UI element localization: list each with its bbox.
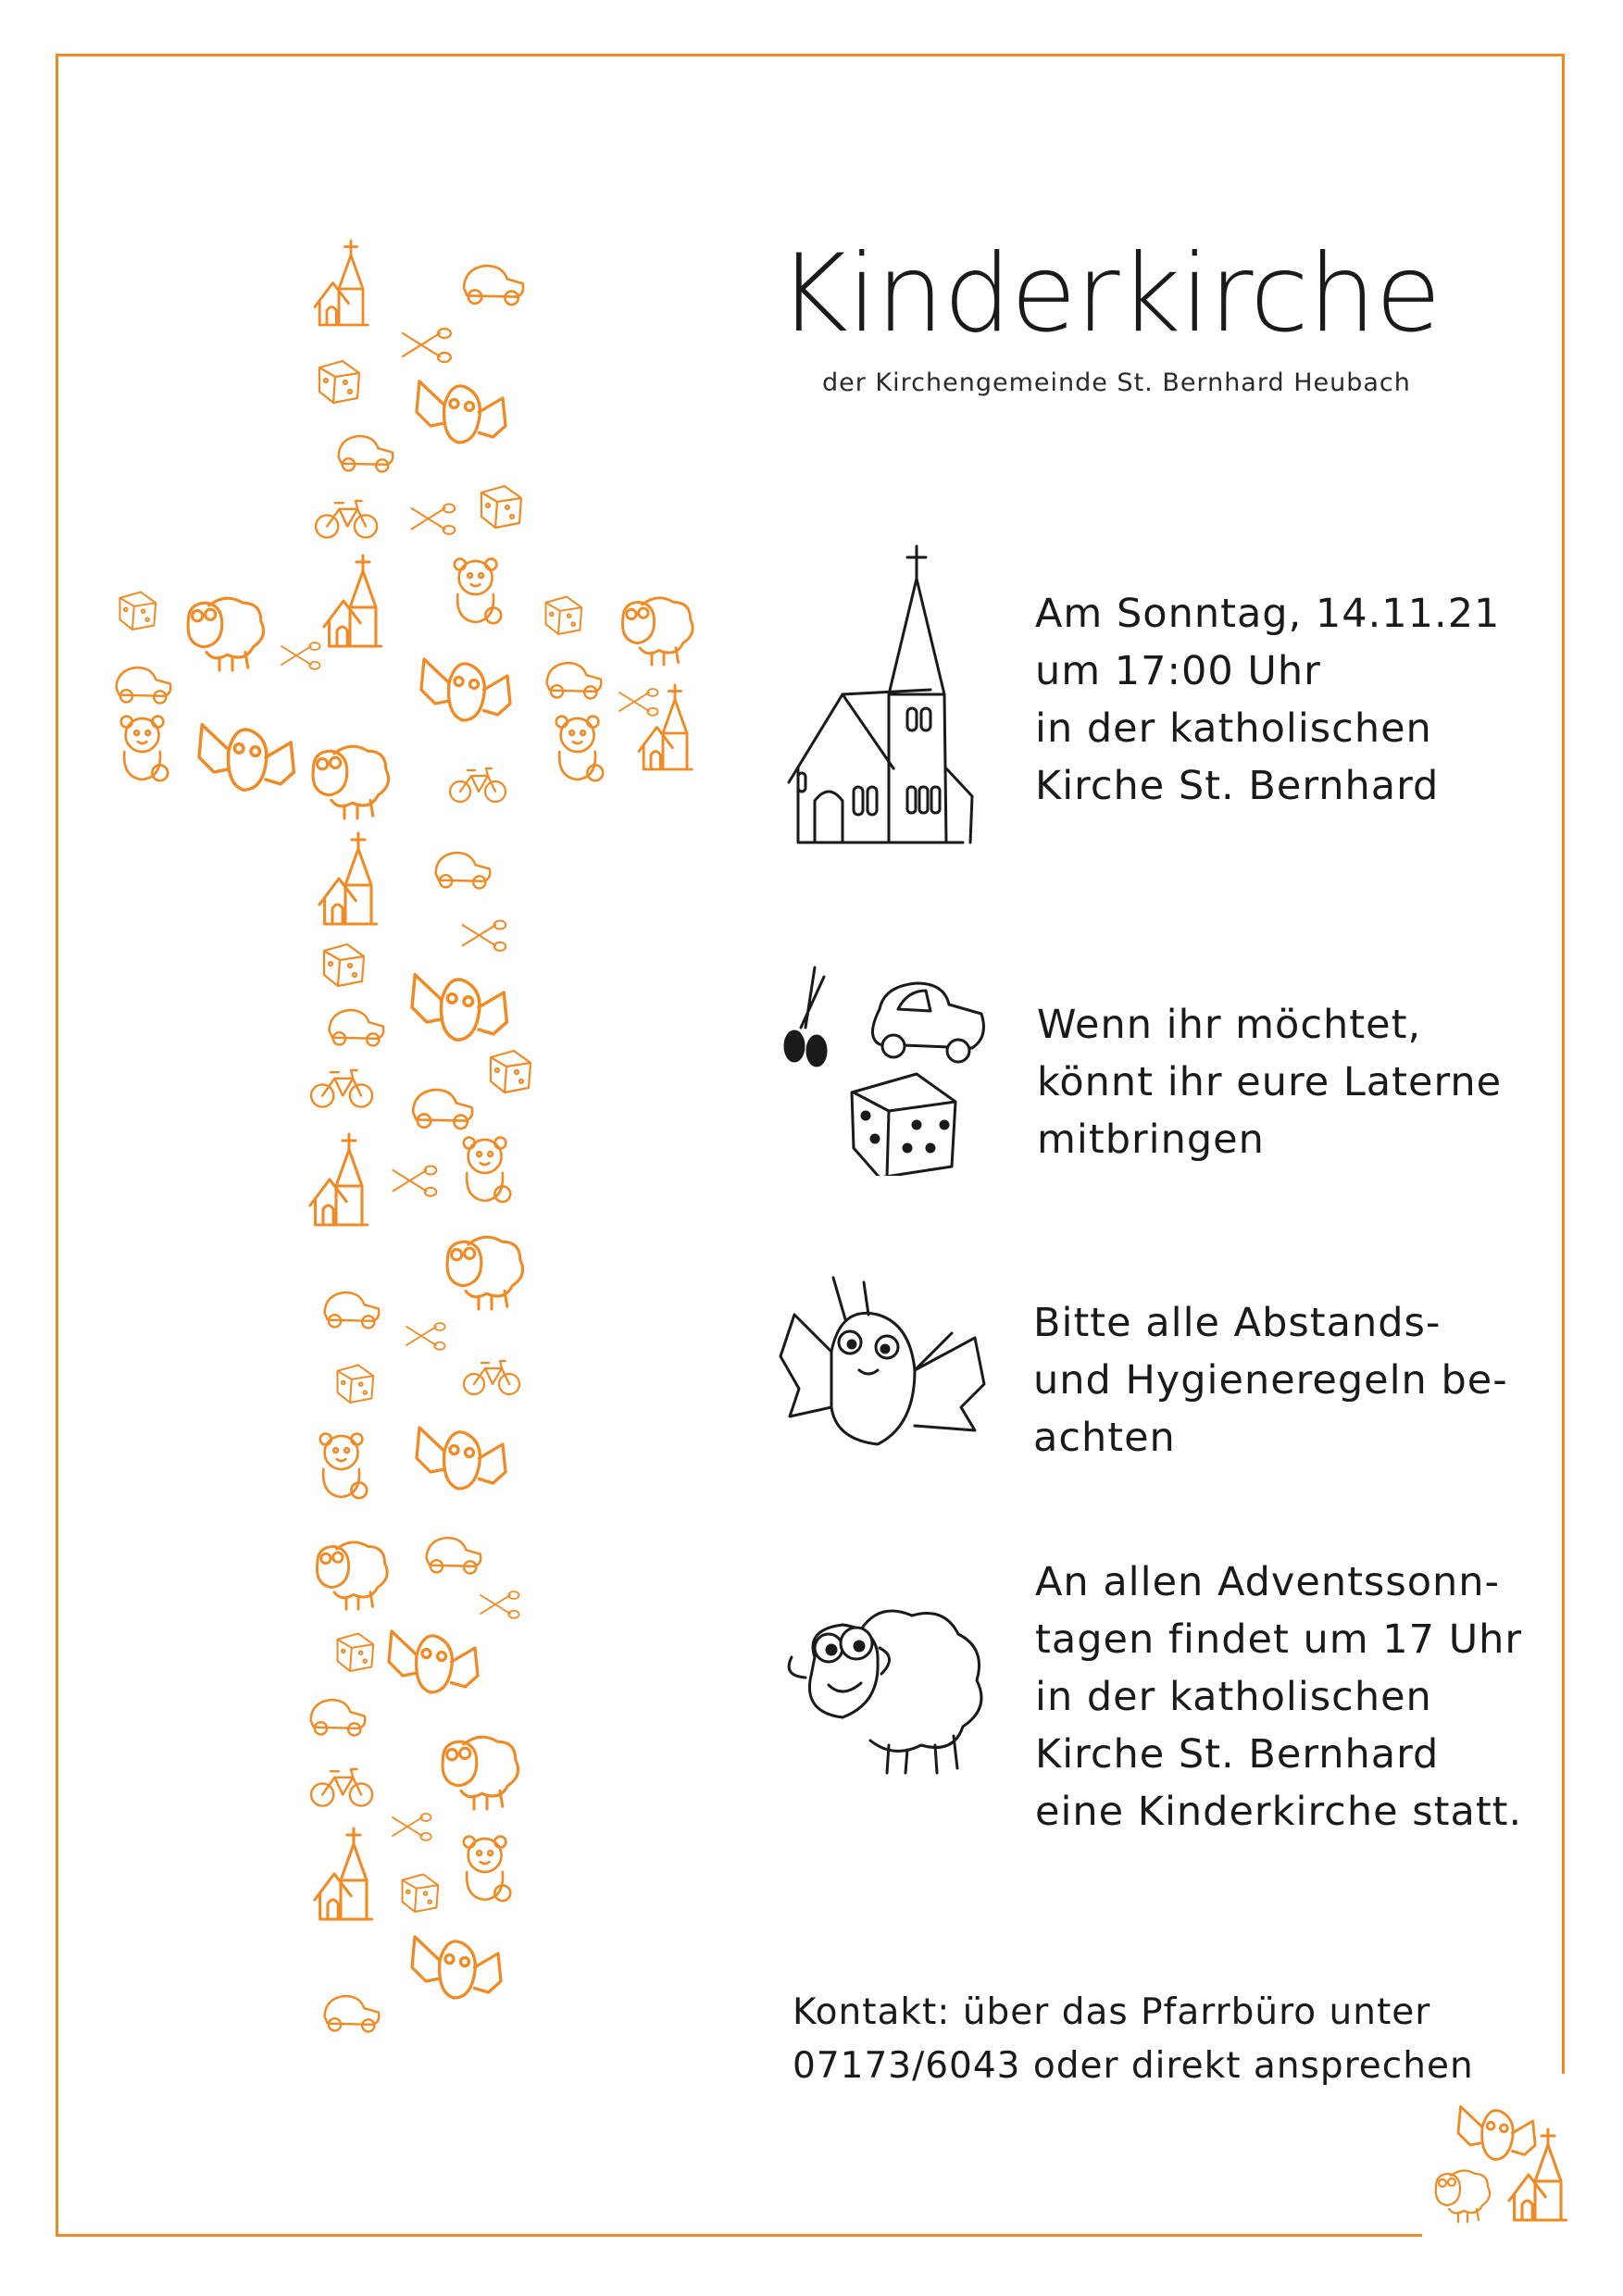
advent-line: eine Kinderkirche statt. (1035, 1789, 1523, 1835)
page-title: Kinderkirche (778, 231, 1441, 356)
event-line: in der katholischen (1035, 705, 1432, 752)
church-icon (1509, 2129, 1567, 2220)
advent-line: An allen Adventssonn- (1035, 1559, 1501, 1605)
advent-line: Kirche St. Bernhard (1035, 1731, 1440, 1778)
contact-info (793, 1986, 1474, 2093)
lantern-line: mitbringen (1037, 1117, 1265, 1163)
advent-note (1035, 1554, 1522, 1841)
event-details (1035, 585, 1500, 815)
hygiene-line: achten (1033, 1415, 1176, 1461)
contact-line: Kontakt: über das Pfarrbüro unter (793, 1991, 1431, 2033)
sheep-icon (1436, 2170, 1490, 2222)
hygiene-line: und Hygieneregeln be- (1033, 1357, 1508, 1404)
event-line: Kirche St. Bernhard (1035, 763, 1440, 809)
page-subtitle: der Kirchengemeinde St. Bernhard Heubach (822, 368, 1411, 397)
advent-line: tagen findet um 17 Uhr (1035, 1616, 1523, 1663)
hygiene-note (1033, 1294, 1508, 1466)
church-icon (778, 537, 991, 852)
lantern-line: Wenn ihr möchtet, (1037, 1002, 1422, 1048)
contact-line: 07173/6043 oder direkt ansprechen (793, 2045, 1474, 2087)
event-line: um 17:00 Uhr (1035, 648, 1321, 694)
bat-icon (776, 1268, 989, 1463)
event-line: Am Sonntag, 14.11.21 (1035, 591, 1501, 637)
lantern-note (1037, 996, 1502, 1168)
lantern-line: könnt ihr eure Laterne (1037, 1059, 1503, 1105)
scissors-car-dice-icon (778, 963, 991, 1176)
bat-icon (1458, 2106, 1535, 2159)
hygiene-line: Bitte alle Abstands- (1033, 1300, 1442, 1346)
sheep-icon (778, 1592, 991, 1778)
advent-line: in der katholischen (1035, 1674, 1432, 1720)
